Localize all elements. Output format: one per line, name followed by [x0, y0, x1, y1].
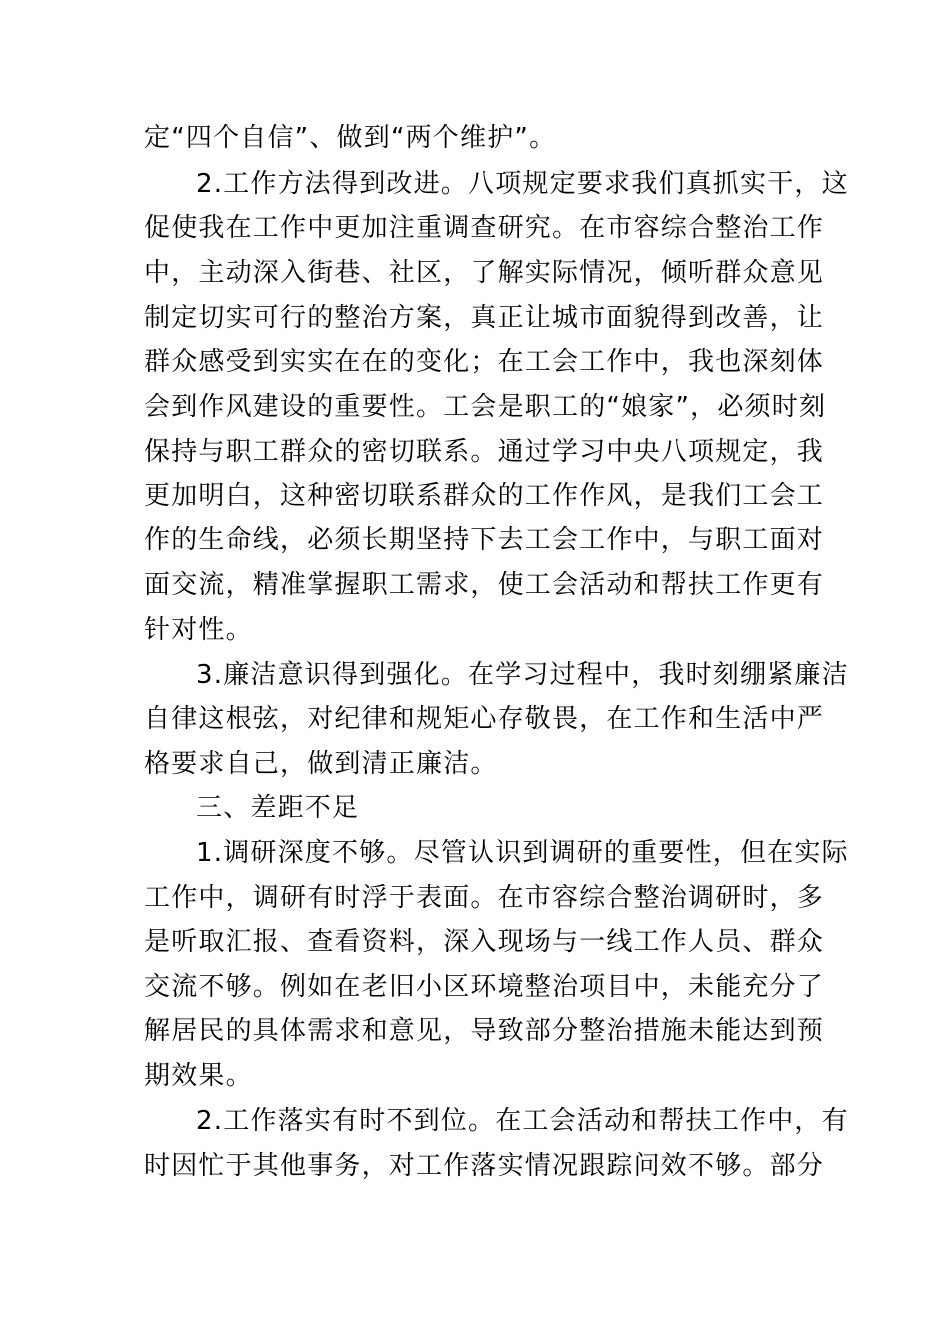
- text-line: 中，主动深入街巷、社区，了解实际情况，倾听群众意见: [144, 258, 825, 288]
- text-line: 促使我在工作中更加注重调查研究。在市容综合整治工作: [144, 213, 825, 243]
- section-heading: 三、差距不足: [196, 793, 360, 823]
- text-line: 制定切实可行的整治方案，真正让城市面貌得到改善，让: [144, 303, 825, 333]
- text-line: 是听取汇报、查看资料，深入现场与一线工作人员、群众: [144, 927, 825, 957]
- paragraph-first-line: 2.工作落实有时不到位。在工会活动和帮扶工作中，有: [196, 1106, 849, 1136]
- text-line: 期效果。: [144, 1061, 253, 1091]
- text-line: 会到作风建设的重要性。工会是职工的“娘家”，必须时刻: [144, 392, 827, 422]
- text-line: 作的生命线，必须长期坚持下去工会工作中，与职工面对: [144, 525, 825, 555]
- paragraph-first-line: 2.工作方法得到改进。八项规定要求我们真抓实干，这: [196, 169, 849, 199]
- text-line: 解居民的具体需求和意见，导致部分整治措施未能达到预: [144, 1016, 825, 1046]
- text-line: 定“四个自信”、做到“两个维护”。: [144, 123, 557, 153]
- text-line: 工作中，调研有时浮于表面。在市容综合整治调研时，多: [144, 883, 825, 913]
- text-line: 自律这根弦，对纪律和规矩心存敬畏，在工作和生活中严: [144, 704, 825, 734]
- text-line: 面交流，精准掌握职工需求，使工会活动和帮扶工作更有: [144, 570, 825, 600]
- text-line: 更加明白，这种密切联系群众的工作作风，是我们工会工: [144, 481, 825, 511]
- paragraph-first-line: 1.调研深度不够。尽管认识到调研的重要性，但在实际: [196, 838, 849, 868]
- text-line: 交流不够。例如在老旧小区环境整治项目中，未能充分了: [144, 972, 825, 1002]
- paragraph-first-line: 3.廉洁意识得到强化。在学习过程中，我时刻绷紧廉洁: [196, 660, 849, 690]
- text-line: 保持与职工群众的密切联系。通过学习中央八项规定，我: [144, 437, 825, 467]
- text-line: 时因忙于其他事务，对工作落实情况跟踪问效不够。部分: [144, 1151, 825, 1181]
- text-line: 针对性。: [144, 615, 253, 645]
- text-line: 群众感受到实实在在的变化；在工会工作中，我也深刻体: [144, 347, 825, 377]
- text-line: 格要求自己，做到清正廉洁。: [144, 749, 498, 779]
